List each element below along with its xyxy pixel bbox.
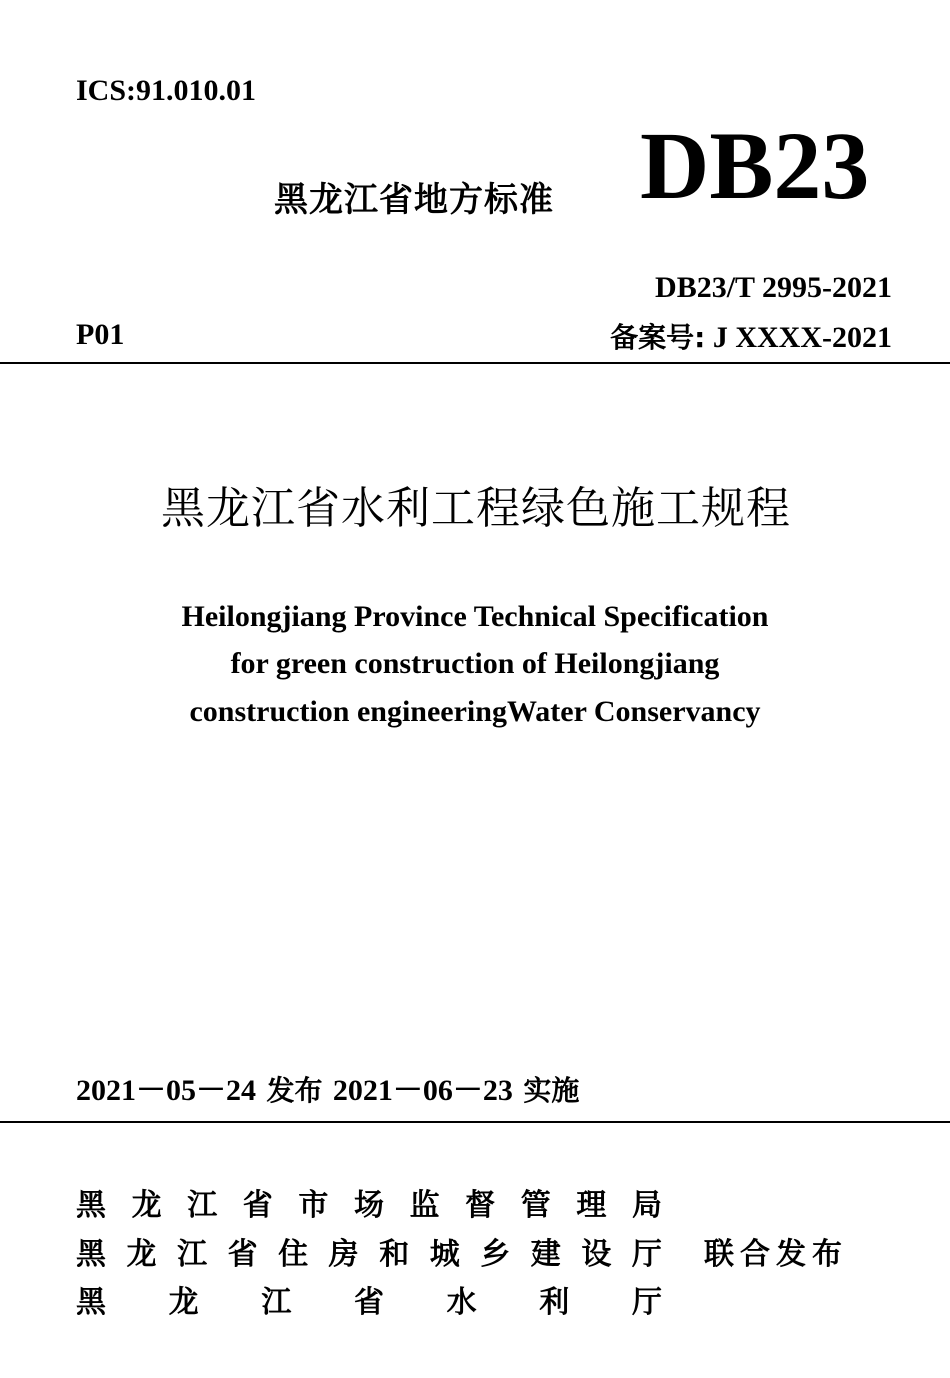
standard-number: DB23/T 2995-2021	[655, 271, 892, 304]
bottom-divider	[0, 1121, 950, 1123]
issuer-char: 场	[353, 1188, 384, 1223]
issuer-char: 省	[353, 1285, 384, 1320]
issuer-char: 省	[242, 1188, 273, 1223]
issuer-char: 管	[520, 1188, 551, 1223]
issuer-char: 建	[530, 1237, 561, 1272]
issuer-char: 黑	[76, 1285, 106, 1320]
issuer-char: 市	[298, 1188, 329, 1223]
issuer-water-resources	[76, 1277, 662, 1321]
issuer-char: 局	[631, 1188, 662, 1223]
issuer-char: 理	[576, 1188, 607, 1223]
issuer-char: 设	[581, 1237, 612, 1272]
classification-code: P01	[76, 318, 125, 351]
issuer-char: 房	[328, 1237, 359, 1272]
issue-effective-dates	[76, 1065, 579, 1109]
issuer-char: 厅	[631, 1285, 662, 1320]
ics-code: ICS:91.010.01	[76, 74, 257, 107]
issuer-char: 住	[278, 1237, 309, 1272]
title-english-line-3: construction engineeringWater Conservancy	[189, 695, 761, 728]
issuer-char: 利	[539, 1285, 570, 1320]
issuer-char: 城	[429, 1237, 460, 1272]
effective-label: 实施	[523, 1074, 580, 1107]
issuer-char: 督	[465, 1188, 496, 1223]
effective-date: 2021－06－23	[332, 1074, 513, 1107]
issuer-char: 江	[177, 1237, 208, 1272]
issuer-char: 龙	[131, 1188, 162, 1223]
issuer-char: 黑	[76, 1188, 106, 1223]
local-standard-label: 黑龙江省地方标准	[274, 180, 554, 220]
record-number	[610, 316, 892, 356]
issuer-char: 厅	[631, 1237, 662, 1272]
top-divider	[0, 362, 950, 364]
issuer-char: 江	[261, 1285, 292, 1320]
issue-label: 发布	[266, 1074, 323, 1107]
issuer-char: 江	[187, 1188, 218, 1223]
issuer-char: 黑	[76, 1237, 106, 1272]
issuer-char: 省	[227, 1237, 258, 1272]
db-code: DB23	[640, 112, 870, 219]
issuer-char: 乡	[480, 1237, 511, 1272]
record-value: J XXXX-2021	[705, 321, 892, 354]
issuer-char: 水	[446, 1285, 477, 1320]
issuer-market-supervision	[76, 1180, 662, 1224]
title-chinese: 黑龙江省水利工程绿色施工规程	[161, 483, 791, 534]
issuer-housing-construction	[76, 1229, 662, 1273]
record-label: 备案号:	[610, 321, 706, 354]
issue-date: 2021－05－24	[76, 1074, 256, 1107]
issuer-char: 监	[409, 1188, 440, 1223]
title-english-line-1: Heilongjiang Province Technical Specification	[181, 600, 769, 633]
issuer-char: 龙	[168, 1285, 199, 1320]
title-english-line-2: for green construction of Heilongjiang	[230, 647, 720, 680]
issuer-char: 龙	[126, 1237, 157, 1272]
issuer-char: 和	[379, 1237, 410, 1272]
joint-issue-label: 联合发布	[704, 1237, 848, 1272]
